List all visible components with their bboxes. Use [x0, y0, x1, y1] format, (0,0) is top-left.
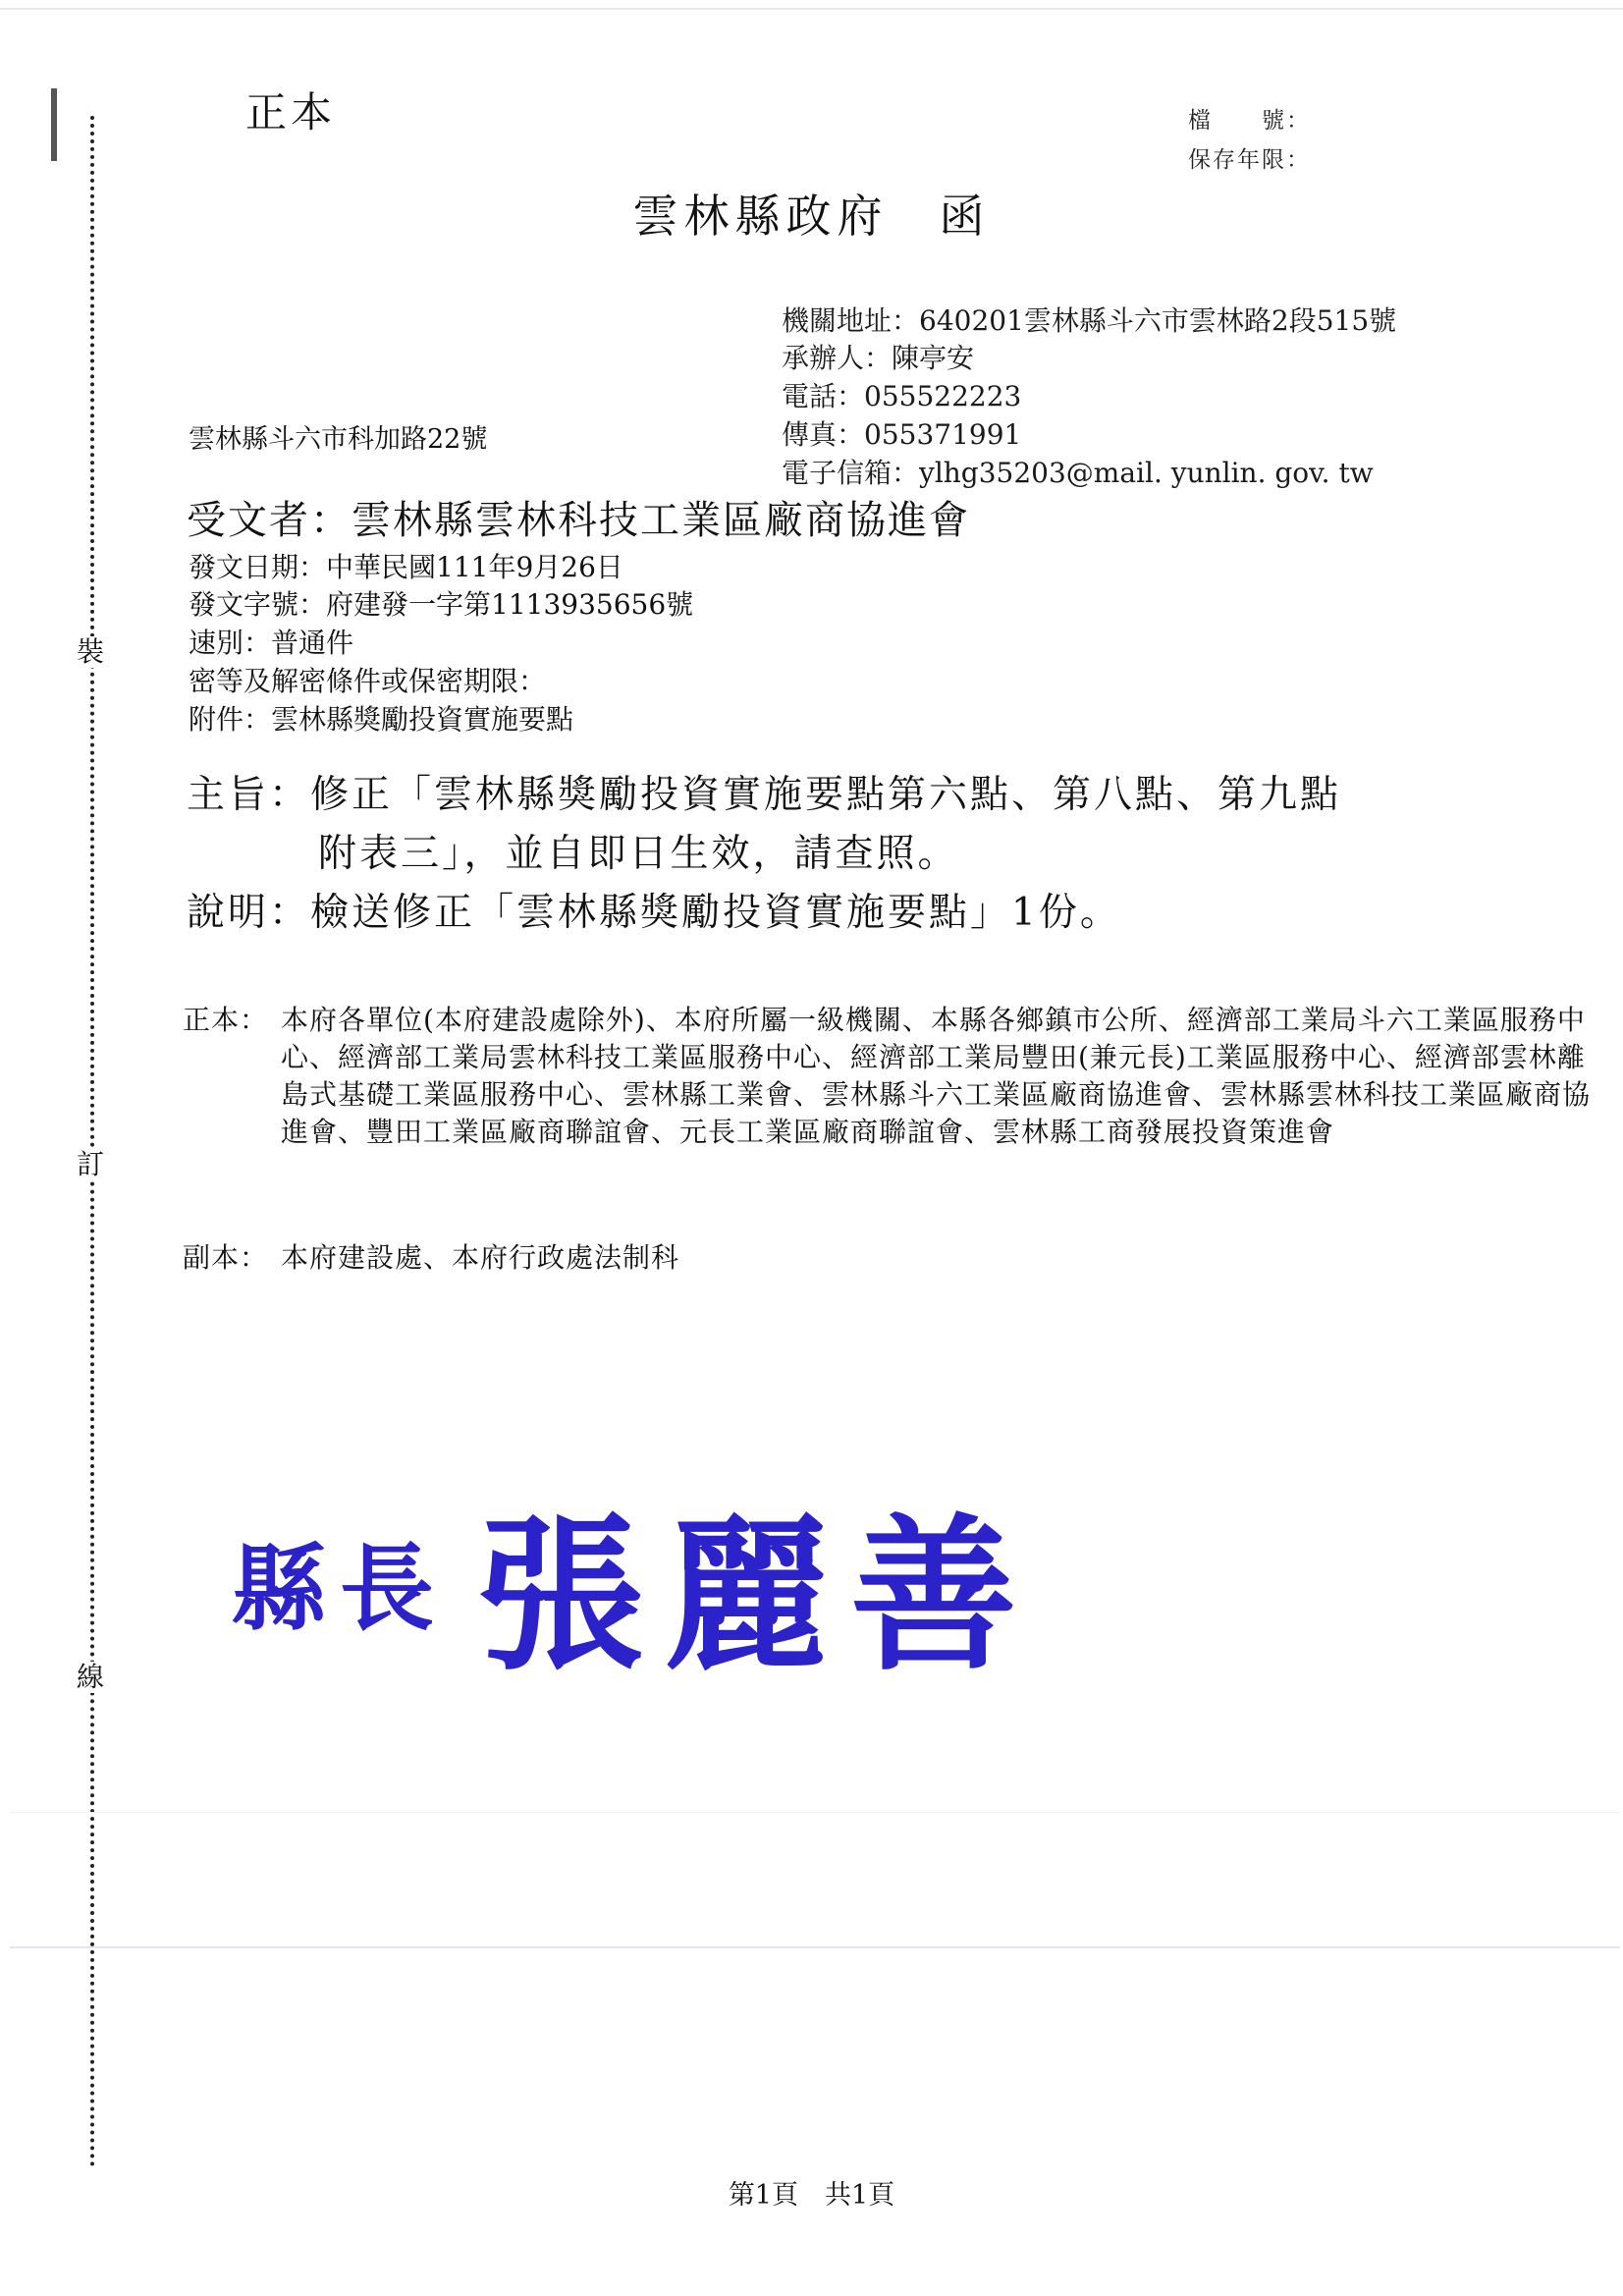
original-distribution-label: 正本：	[183, 1004, 269, 1036]
binding-line	[90, 116, 94, 2168]
issue-date: 發文日期：中華民國111年9月26日	[189, 551, 623, 583]
copy-distribution-label: 副本：	[183, 1241, 269, 1274]
document-number: 發文字號：府建發一字第1113935656號	[189, 588, 694, 621]
attachment: 附件：雲林縣獎勵投資實施要點	[189, 703, 574, 736]
agency-address: 機關地址：640201雲林縣斗六市雲林路2段515號	[782, 304, 1397, 337]
handler: 承辦人：陳亭安	[782, 342, 975, 374]
page-number: 第1頁 共1頁	[728, 2180, 895, 2211]
recipient-address: 雲林縣斗六市科加路22號	[189, 424, 488, 455]
signature-name: 張麗善	[477, 1498, 1038, 1694]
scan-side-mark	[51, 88, 57, 161]
recipient: 受文者：雲林縣雲林科技工業區廠商協進會	[187, 498, 970, 543]
magistrate-signature-stamp	[232, 1461, 1037, 1702]
explanation: 說明：檢送修正「雲林縣獎勵投資實施要點」1份。	[187, 891, 1121, 935]
signature-title: 縣長	[232, 1533, 448, 1644]
subject-line-1: 主旨：修正「雲林縣獎勵投資實施要點第六點、第八點、第九點	[187, 773, 1342, 817]
copy-type-label: 正本	[245, 88, 337, 137]
scan-artifact-line	[10, 1946, 1620, 1948]
binding-mark-xian: 線	[77, 1661, 105, 1693]
copy-distribution	[183, 1239, 1596, 1279]
email: 電子信箱：ylhg35203@mail. yunlin. gov. tw	[782, 457, 1374, 489]
binding-mark-zhuang: 裝	[77, 635, 105, 668]
binding-mark-ding: 訂	[77, 1148, 105, 1180]
scan-top-edge	[0, 8, 1623, 10]
file-number-label: 檔 號：	[1188, 108, 1311, 134]
secrecy-level: 密等及解密條件或保密期限：	[189, 665, 547, 697]
fax: 傳真：055371991	[782, 418, 1022, 451]
original-distribution-list: 本府各單位(本府建設處除外)、本府所屬一級機關、本縣各鄉鎮市公所、經濟部工業局斗六工業區服務中心、經濟部工業局雲林科技工業區服務中心、經濟部工業局豐田(兼元長)工業區服務中心、經濟部雲林離島式基礎工業區服務中心、雲林縣工業會、雲林縣斗六工業區廠商協進會、雲林縣雲林科技工業區廠商協進會、豐田工業區廠商聯誼會、元長工業區廠商聯誼會、雲林縣工商發展投資策進會	[281, 1004, 1592, 1148]
phone: 電話：055522223	[782, 380, 1022, 412]
copy-distribution-list: 本府建設處、本府行政處法制科	[281, 1241, 680, 1274]
scan-artifact-line	[10, 1812, 1620, 1813]
subject-line-2: 附表三」，並自即日生效，請查照。	[318, 832, 959, 876]
retention-period-label: 保存年限：	[1188, 147, 1311, 173]
delivery-speed: 速別：普通件	[189, 627, 354, 659]
original-distribution	[183, 1002, 1596, 1237]
document-title: 雲林縣政府 函	[632, 190, 991, 243]
